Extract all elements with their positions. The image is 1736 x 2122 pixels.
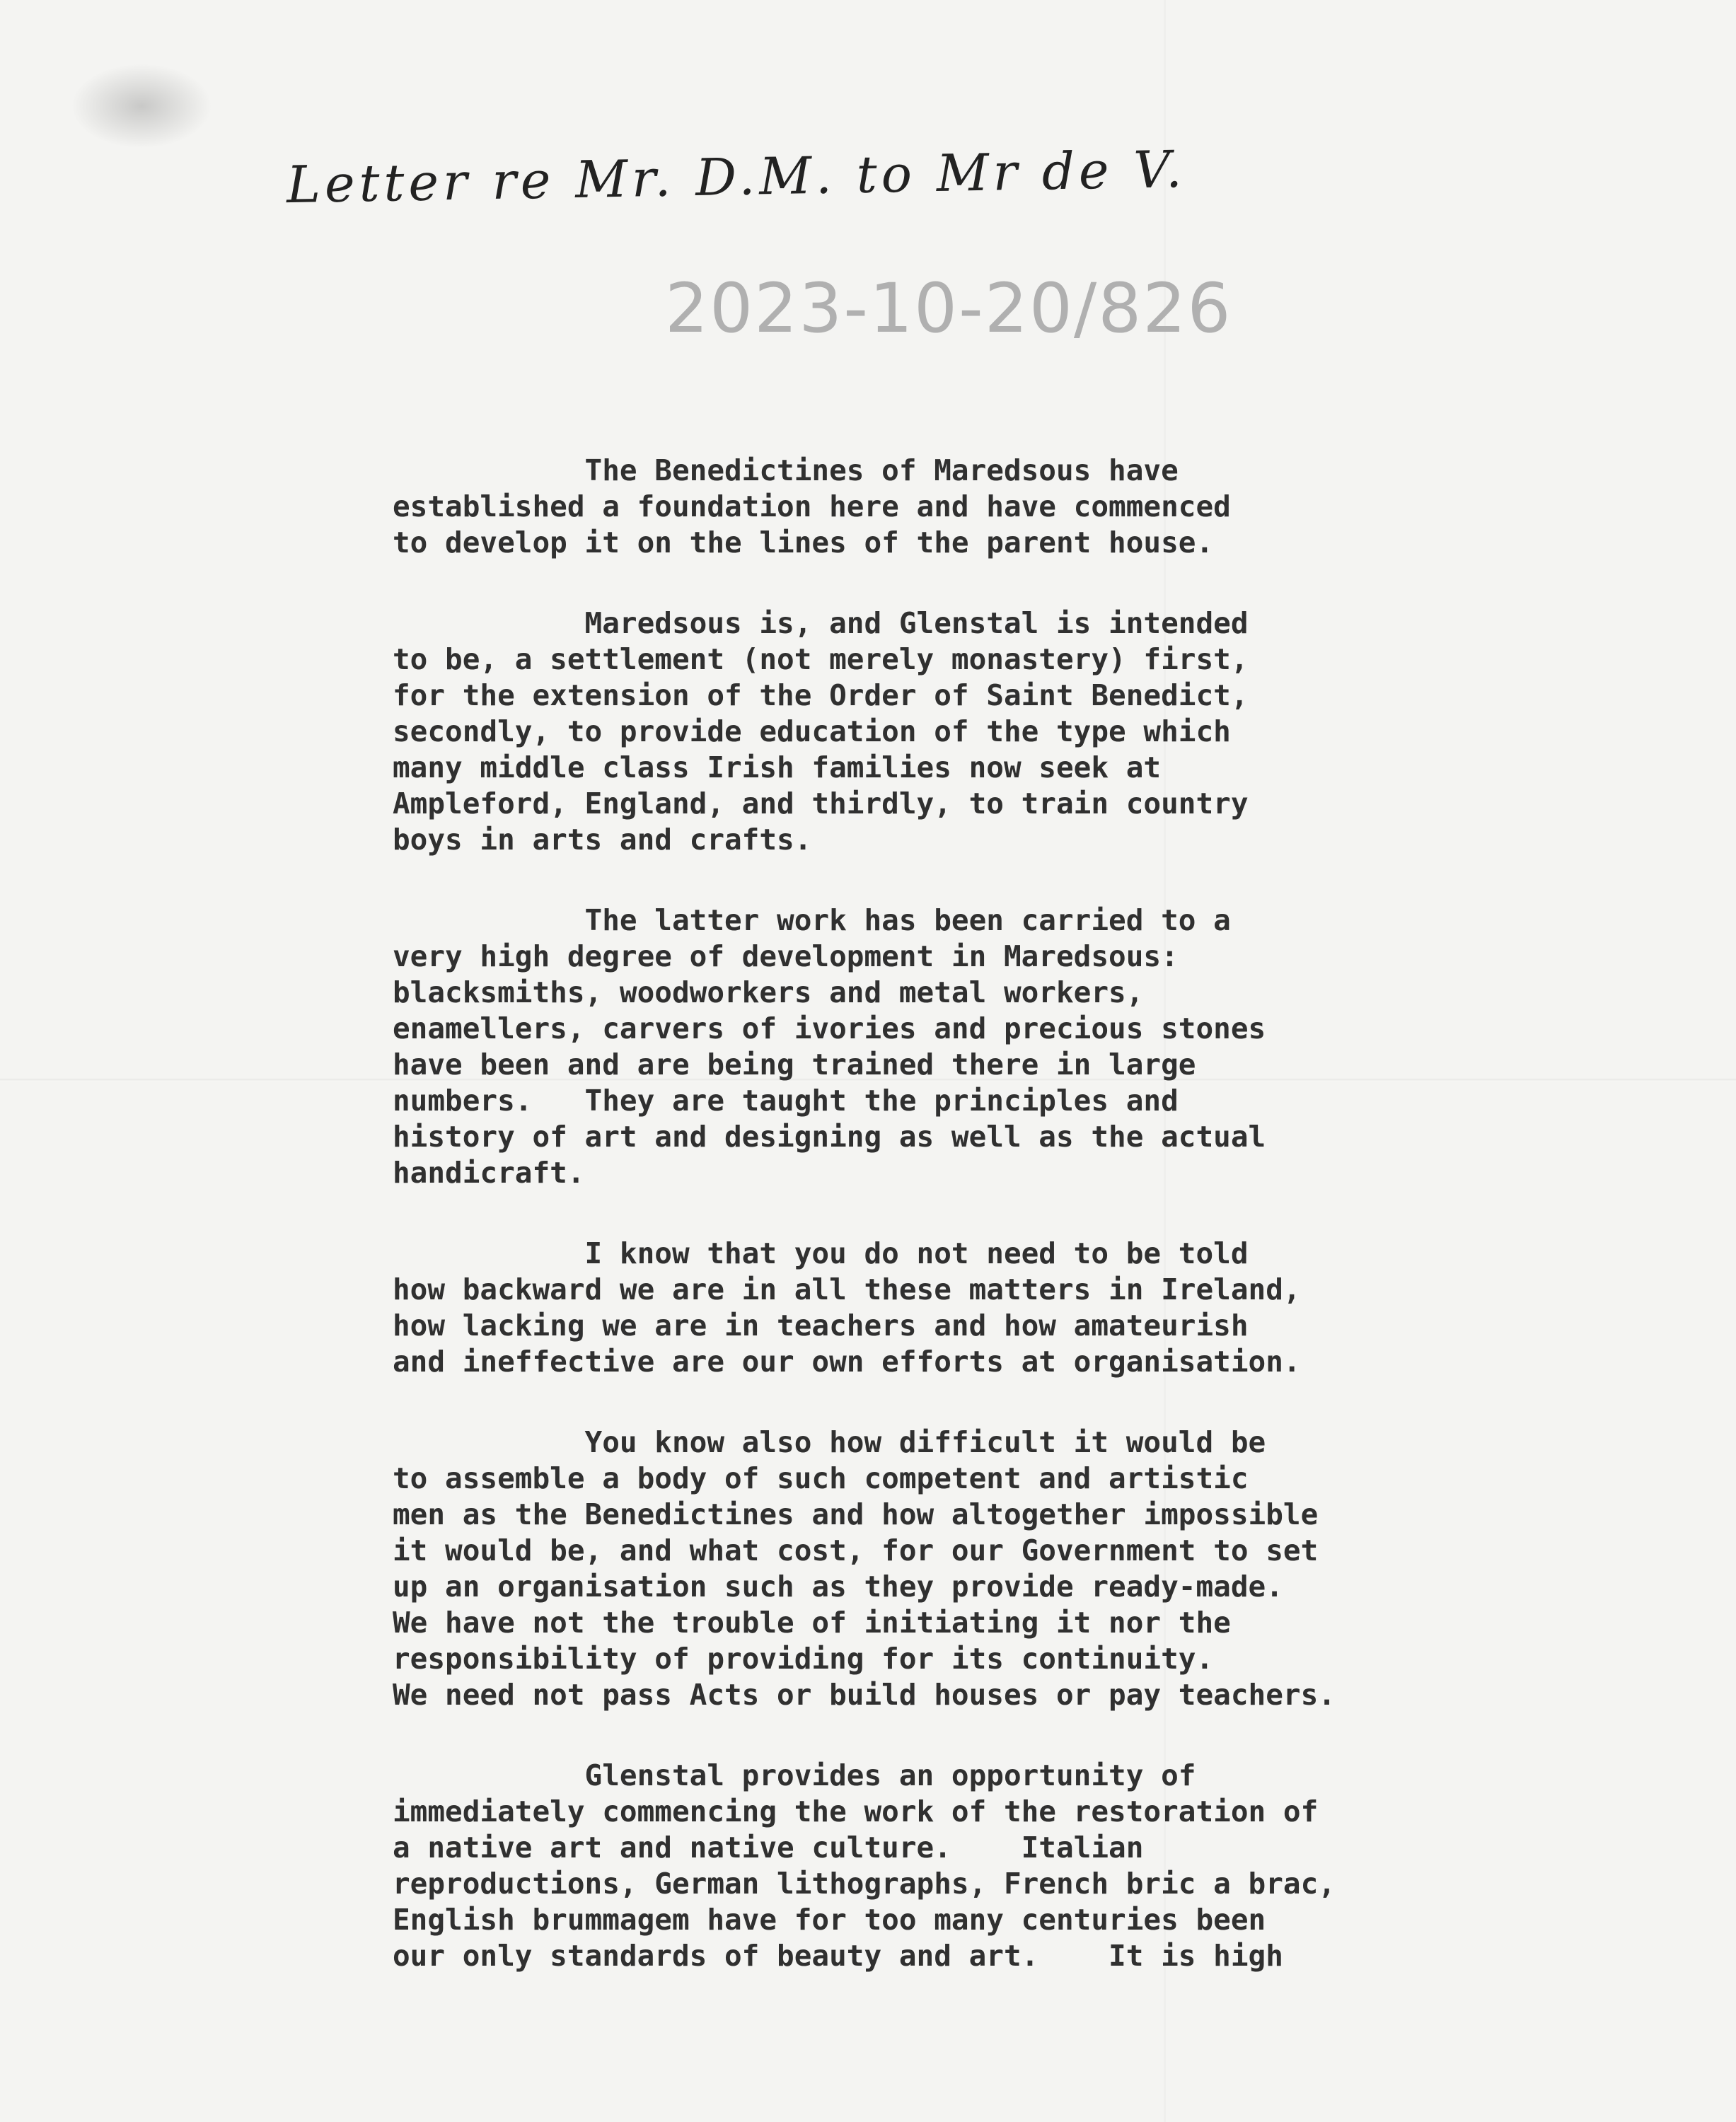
paragraph-3: The latter work has been carried to a very high degree of development in Maredsous: blacksmiths, woodworkers and metal workers, enamellers, carvers of ivories and precious stones have been and are being trained there in large numbers. They are taught the principles and history of art and designing as well as the actual handicraft.: [393, 903, 1266, 1190]
paragraph-1: The Benedictines of Maredsous have established a foundation here and have commenced to develop it on the lines of the parent house.: [393, 453, 1231, 560]
paragraph-6: Glenstal provides an opportunity of immediately commencing the work of the restoration of a native art and native culture. Italian reproductions, German lithographs, French bric a brac, English brummagem have for too many centuries been our only standards of beauty and art. It is high: [393, 1758, 1336, 1973]
paragraph-4: I know that you do not need to be told how backward we are in all these matters in Ireland, how lacking we are in teachers and how amateurish and ineffective are our own efforts at organisation.: [393, 1236, 1301, 1379]
paragraph-5: You know also how difficult it would be to assemble a body of such competent and artistic men as the Benedictines and how altogether impossible it would be, and what cost, for our Government to set up an organisation such as they provide ready-made. We have not the trouble of initiating it nor the responsibility of providing for its continuity. We need not pass Acts or build houses or pay teachers.: [393, 1425, 1336, 1712]
handwritten-heading: Letter re Mr. D.M. to Mr de V.: [286, 139, 1187, 215]
archive-reference-number: 2023-10-20/826: [665, 269, 1232, 348]
letter-body: [393, 453, 1659, 2019]
ink-smudge: [71, 64, 212, 149]
paragraph-2: Maredsous is, and Glenstal is intended to be, a settlement (not merely monastery) first, for the extension of the Order of Saint Benedict, secondly, to provide education of the type which many middle class Irish families now seek at Ampleford, England, and thirdly, to train country boys in arts and crafts.: [393, 606, 1249, 857]
